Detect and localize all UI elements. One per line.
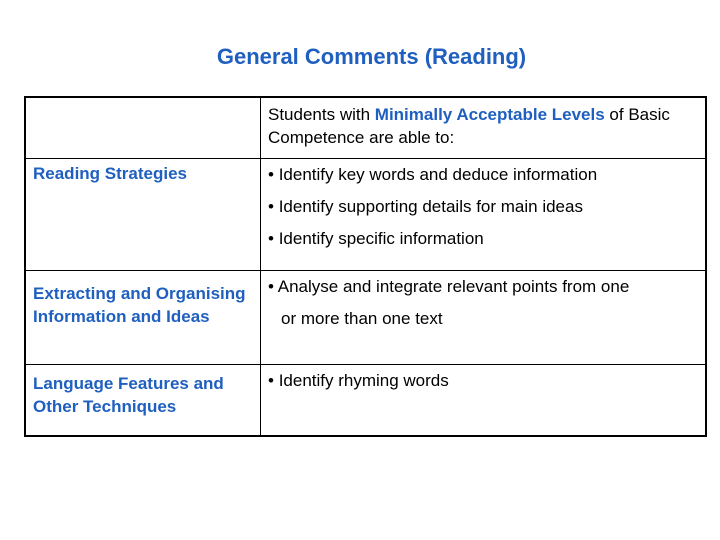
header-text bbox=[261, 98, 705, 149]
bullet-icon: • bbox=[268, 229, 274, 248]
comments-table bbox=[24, 96, 707, 437]
header-cell bbox=[261, 97, 707, 159]
table-row bbox=[25, 365, 706, 437]
bullet-list bbox=[261, 159, 705, 255]
bullet-icon: • bbox=[268, 371, 274, 390]
list-item bbox=[261, 191, 705, 223]
list-item bbox=[261, 365, 705, 397]
category-cell bbox=[25, 365, 261, 437]
bullet-list bbox=[261, 271, 705, 303]
point-text: Identify supporting details for main ideas bbox=[278, 197, 583, 216]
point-continuation: or more than one text bbox=[281, 309, 443, 328]
header-highlight: Minimally Acceptable Levels bbox=[374, 105, 605, 124]
point-text: Identify key words and deduce information bbox=[278, 165, 598, 184]
point-text: Analyse and integrate relevant points from one bbox=[277, 277, 630, 296]
category-cell bbox=[25, 271, 261, 365]
bullet-list bbox=[261, 365, 705, 397]
category-label: Language Features and Other Techniques bbox=[33, 374, 224, 416]
list-item bbox=[261, 159, 705, 191]
header-text-after: of Basic Competence are able to: bbox=[268, 105, 670, 147]
bullet-icon: • bbox=[268, 165, 274, 184]
header-empty-cell bbox=[25, 97, 261, 159]
header-text-before: Students with bbox=[268, 105, 375, 124]
points-cell bbox=[261, 271, 707, 365]
table-header-row bbox=[25, 97, 706, 159]
point-text: Identify rhyming words bbox=[278, 371, 449, 390]
category-label: Reading Strategies bbox=[33, 164, 187, 183]
bullet-icon: • bbox=[268, 277, 274, 296]
points-cell bbox=[261, 365, 707, 437]
table-row bbox=[25, 271, 706, 365]
points-cell bbox=[261, 159, 707, 271]
point-text: Identify specific information bbox=[278, 229, 484, 248]
category-cell bbox=[25, 159, 261, 271]
bullet-icon: • bbox=[268, 197, 274, 216]
list-item bbox=[261, 223, 705, 255]
table-row bbox=[25, 159, 706, 271]
page-title: General Comments (Reading) bbox=[216, 44, 527, 69]
category-label: Extracting and Organising Information and Ideas bbox=[33, 284, 246, 326]
list-item bbox=[261, 271, 705, 303]
